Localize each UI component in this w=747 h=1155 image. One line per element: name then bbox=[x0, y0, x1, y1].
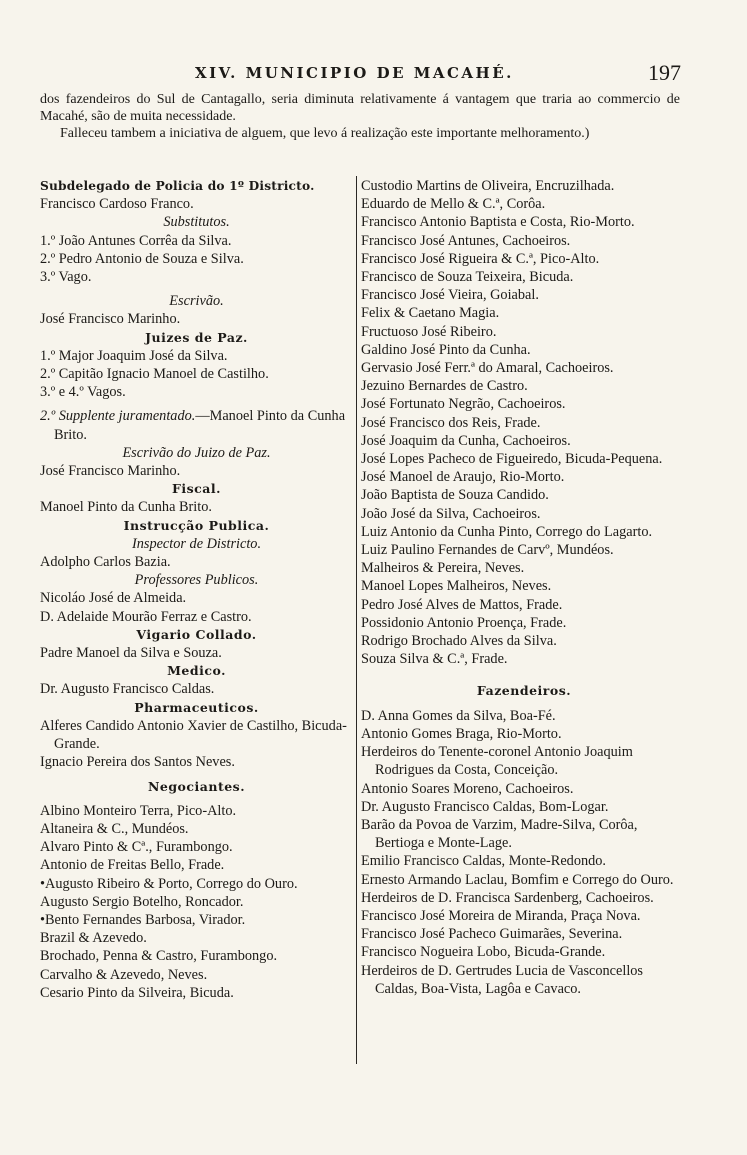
list-item: Custodio Martins de Oliveira, Encruzilhada. bbox=[361, 178, 615, 194]
list-item bbox=[40, 407, 353, 443]
list-item: Malheiros & Pereira, Neves. bbox=[361, 560, 525, 577]
list-item: Carvalho & Azevedo, Neves. bbox=[40, 966, 208, 983]
list-item: Alvaro Pinto & Cª., Furambongo. bbox=[40, 839, 233, 856]
intro-paragraph bbox=[40, 91, 680, 142]
section-heading-fazendeiros: Fazendeiros. bbox=[476, 683, 572, 699]
section-heading-escrivao-juizo: Escrivão do Juizo de Paz. bbox=[122, 444, 271, 461]
section-heading-medico: Medico. bbox=[167, 663, 226, 679]
list-item: Luiz Paulino Fernandes de Carvº, Mundéos. bbox=[361, 542, 614, 559]
list-item: Luiz Antonio da Cunha Pinto, Corrego do Lagarto. bbox=[361, 523, 653, 540]
section-heading-substitutos: Substitutos. bbox=[163, 214, 230, 231]
section-heading-professores: Professores Publicos. bbox=[134, 572, 259, 589]
section-heading-juizes: Juizes de Paz. bbox=[145, 329, 248, 345]
column-divider bbox=[356, 176, 357, 1064]
list-item: Herdeiros de D. Francisca Sardenberg, Cachoeiros. bbox=[361, 889, 654, 906]
intro-text-2: Falleceu tambem a iniciativa de alguem, que levo á realização este importante melhoramento.) bbox=[60, 126, 590, 141]
list-item: Francisco Nogueira Lobo, Bicuda-Grande. bbox=[361, 944, 606, 961]
left-column bbox=[40, 177, 353, 1002]
running-title: XIV. MUNICIPIO DE MACAHÉ. bbox=[195, 64, 514, 82]
list-item: Brochado, Penna & Castro, Furambongo. bbox=[40, 948, 278, 965]
section-heading-inspector: Inspector de Districto. bbox=[131, 535, 262, 552]
list-item: José Francisco Marinho. bbox=[40, 311, 181, 328]
list-item: Albino Monteiro Terra, Pico-Alto. bbox=[40, 802, 237, 819]
list-item: José Fortunato Negrão, Cachoeiros. bbox=[361, 396, 566, 413]
section-heading-fiscal: Fiscal. bbox=[172, 481, 221, 497]
list-item: Souza Silva & C.ª, Frade. bbox=[361, 651, 508, 668]
list-item: Francisco Cardoso Franco. bbox=[40, 196, 194, 213]
list-item: José Joaquim da Cunha, Cachoeiros. bbox=[361, 432, 571, 449]
list-item: Brazil & Azevedo. bbox=[40, 930, 147, 947]
list-item: Augusto Sergio Botelho, Roncador. bbox=[40, 893, 244, 910]
list-item: Eduardo de Mello & C.ª, Corôa. bbox=[361, 196, 546, 213]
list-item: D. Adelaide Mourão Ferraz e Castro. bbox=[40, 608, 252, 625]
list-item: Nicoláo José de Almeida. bbox=[40, 590, 187, 607]
list-item: João José da Silva, Cachoeiros. bbox=[361, 505, 541, 522]
list-item: José Francisco Marinho. bbox=[40, 463, 181, 480]
list-item: Manoel Pinto da Cunha Brito. bbox=[40, 499, 212, 516]
list-item: Pedro José Alves de Mattos, Frade. bbox=[361, 596, 563, 613]
list-item: Antonio Soares Moreno, Cachoeiros. bbox=[361, 780, 574, 797]
section-heading-pharmaceuticos: Pharmaceuticos. bbox=[134, 699, 259, 715]
supplente-label: 2.º Supplente juramentado. bbox=[40, 408, 196, 425]
list-item: Antonio Gomes Braga, Rio-Morto. bbox=[361, 725, 562, 742]
list-item: Ernesto Armando Laclau, Bomfim e Corrego do Ouro. bbox=[361, 871, 674, 888]
list-item: •Augusto Ribeiro & Porto, Corrego do Ouro. bbox=[40, 875, 298, 892]
section-heading-vigario: Vigario Collado. bbox=[136, 626, 257, 642]
list-item: 3.º e 4.º Vagos. bbox=[40, 384, 126, 401]
list-item: Herdeiros do Tenente-coronel Antonio Joaquim Rodrigues da Costa, Conceição. bbox=[361, 744, 633, 779]
list-item: Galdino José Pinto da Cunha. bbox=[361, 341, 531, 358]
list-item: Dr. Augusto Francisco Caldas, Bom-Logar. bbox=[361, 798, 609, 815]
list-item: Francisco José Rigueira & C.ª, Pico-Alto. bbox=[361, 250, 600, 267]
list-item: 2.º Capitão Ignacio Manoel de Castilho. bbox=[40, 366, 269, 383]
list-item: Cesario Pinto da Silveira, Bicuda. bbox=[40, 984, 234, 1001]
list-item: D. Anna Gomes da Silva, Boa-Fé. bbox=[361, 707, 556, 724]
page-header bbox=[40, 62, 680, 90]
list-item: Altaneira & C., Mundéos. bbox=[40, 820, 189, 837]
list-item: Francisco José Moreira de Miranda, Praça Nova. bbox=[361, 907, 641, 924]
list-item: José Lopes Pacheco de Figueiredo, Bicuda-Pequena. bbox=[361, 451, 663, 468]
list-item: José Manoel de Araujo, Rio-Morto. bbox=[361, 469, 565, 486]
list-item: Felix & Caetano Magia. bbox=[361, 305, 500, 322]
page-number: 197 bbox=[648, 60, 681, 85]
section-heading-negociantes: Negociantes. bbox=[147, 778, 246, 794]
list-item: Barão da Povoa de Varzim, Madre-Silva, Corôa, Bertioga e Monte-Lage. bbox=[361, 816, 638, 852]
list-item: Dr. Augusto Francisco Caldas. bbox=[40, 681, 215, 698]
list-item: 1.º Major Joaquim José da Silva. bbox=[40, 347, 228, 364]
list-item: Rodrigo Brochado Alves da Silva. bbox=[361, 633, 557, 650]
section-heading-escrivao: Escrivão. bbox=[169, 293, 224, 310]
list-item: Emilio Francisco Caldas, Monte-Redondo. bbox=[361, 853, 606, 870]
list-item: Francisco Antonio Baptista e Costa, Rio-Morto. bbox=[361, 214, 635, 231]
list-item: 2.º Pedro Antonio de Souza e Silva. bbox=[40, 250, 244, 267]
section-heading-instruccao: Instrucção Publica. bbox=[123, 517, 270, 533]
list-item: Padre Manoel da Silva e Souza. bbox=[40, 645, 222, 662]
list-item: Possidonio Antonio Proença, Frade. bbox=[361, 614, 567, 631]
list-item: Jezuino Bernardes de Castro. bbox=[361, 378, 528, 395]
supplente-name: —Manoel Pinto da Cunha Brito. bbox=[54, 408, 346, 443]
list-item: Antonio de Freitas Bello, Frade. bbox=[40, 857, 225, 874]
list-item: José Francisco dos Reis, Frade. bbox=[361, 414, 541, 431]
list-item: Alferes Candido Antonio Xavier de Castilho, Bicuda-Grande. bbox=[40, 717, 347, 753]
list-item: Francisco José Vieira, Goiabal. bbox=[361, 287, 539, 304]
list-item: Herdeiros de D. Gertrudes Lucia de Vasconcellos Caldas, Boa-Vista, Lagôa e Cavaco. bbox=[361, 962, 644, 997]
list-item: Fructuoso José Ribeiro. bbox=[361, 323, 497, 340]
list-item: 1.º João Antunes Corrêa da Silva. bbox=[40, 232, 232, 249]
list-item: •Bento Fernandes Barbosa, Virador. bbox=[40, 911, 246, 928]
list-item: Ignacio Pereira dos Santos Neves. bbox=[40, 754, 235, 771]
right-column bbox=[361, 177, 687, 998]
intro-text-1: dos fazendeiros do Sul de Cantagallo, seria diminuta relativamente á vantagem que traria ao commercio de Macahé, são de muita necessidade. bbox=[40, 92, 680, 124]
section-heading-subdelegado: Subdelegado de Policia do 1º Districto. bbox=[40, 179, 315, 193]
list-item: Adolpho Carlos Bazia. bbox=[40, 554, 171, 571]
list-item: Francisco de Souza Teixeira, Bicuda. bbox=[361, 269, 574, 286]
list-item: Francisco José Pacheco Guimarães, Severina. bbox=[361, 926, 623, 943]
list-item: Gervasio José Ferr.ª do Amaral, Cachoeiros. bbox=[361, 360, 614, 377]
list-item: Manoel Lopes Malheiros, Neves. bbox=[361, 578, 552, 595]
list-item: 3.º Vago. bbox=[40, 269, 92, 286]
list-item: João Baptista de Souza Candido. bbox=[361, 487, 549, 504]
list-item: Francisco José Antunes, Cachoeiros. bbox=[361, 232, 571, 249]
